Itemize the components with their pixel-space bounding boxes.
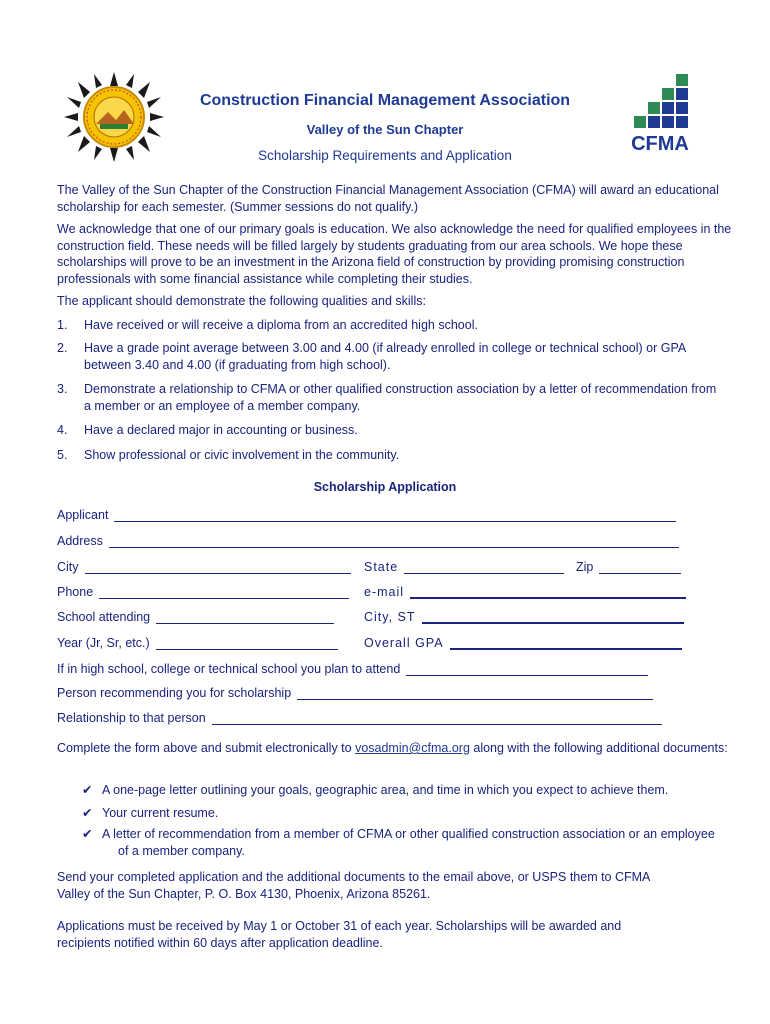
intro-paragraph-1: The Valley of the Sun Chapter of the Construction Financial Management Association (CFMA) will award an educational scholarship for each semester. (Summer sessions do not qualify.) — [57, 183, 719, 214]
applicant-line[interactable] — [114, 509, 676, 522]
recommender-label: Person recommending you for scholarship — [57, 686, 292, 700]
requirement-number: 5. — [57, 448, 68, 462]
email-line[interactable] — [410, 585, 686, 599]
phone-label: Phone — [57, 585, 94, 599]
city-st-field — [364, 610, 684, 624]
relationship-label: Relationship to that person — [57, 711, 206, 725]
email-field — [364, 585, 686, 599]
year-line[interactable] — [156, 637, 338, 650]
requirement-item — [57, 422, 717, 439]
state-line[interactable] — [404, 561, 564, 574]
requirement-text: Demonstrate a relationship to CFMA or other qualified construction association by a letter of recommendation from a member or an employee of a member company. — [84, 382, 717, 413]
application-title: Scholarship Application — [313, 480, 457, 494]
check-icon: ✔ — [82, 827, 93, 841]
requirement-text: Have a grade point average between 3.00 and 4.00 (if already enrolled in college or technical school) or GPA between 3.40 and 4.00 (if graduating from high school). — [84, 341, 686, 372]
plan-label: If in high school, college or technical school you plan to attend — [57, 662, 401, 676]
state-label: State — [364, 560, 399, 574]
recommender-field — [57, 686, 653, 700]
address-line[interactable] — [109, 535, 679, 548]
city-field — [57, 560, 351, 574]
document-item — [82, 826, 722, 859]
requirement-item — [57, 317, 717, 334]
state-field — [364, 560, 564, 574]
org-title: Construction Financial Management Association — [199, 92, 571, 109]
applicant-field — [57, 508, 676, 522]
zip-field — [576, 560, 681, 574]
relationship-line[interactable] — [212, 712, 662, 725]
email-label: e-mail — [364, 585, 405, 599]
plan-field — [57, 662, 648, 676]
cfma-logo-icon — [622, 74, 698, 154]
intro-paragraph-2: We acknowledge that one of our primary goals is education. We also acknowledge the need for qualified employees in the construction field. These needs will be filled largely by students graduating from our area schools. We hope these scholarships will prove to be an investment in the Arizona field of construction by providing promising construction professionals with some financial assistance while completing their studies. — [57, 222, 732, 286]
cfma-logo-text: CFMA — [631, 133, 689, 154]
document-item — [82, 805, 722, 822]
document-title: Scholarship Requirements and Application — [258, 148, 512, 163]
requirement-item — [57, 381, 717, 414]
check-icon: ✔ — [82, 783, 93, 797]
zip-label: Zip — [576, 560, 594, 574]
school-line[interactable] — [156, 611, 334, 624]
phone-field — [57, 585, 349, 599]
city-line[interactable] — [85, 561, 351, 574]
city-st-line[interactable] — [422, 610, 684, 624]
city-label: City — [57, 560, 79, 574]
gpa-field — [364, 636, 682, 650]
address-field — [57, 534, 679, 548]
document-text: A one-page letter outlining your goals, geographic area, and time in which you expect to achieve them. — [102, 783, 669, 797]
submit-instructions — [57, 740, 732, 757]
document-text: A letter of recommendation from a member of CFMA or other qualified construction association or an employee of a member company. — [102, 827, 715, 858]
requirement-item — [57, 340, 717, 373]
gpa-line[interactable] — [450, 636, 682, 650]
requirement-item — [57, 447, 717, 464]
relationship-field — [57, 711, 662, 725]
submit-text-post: along with the following additional documents: — [469, 741, 728, 755]
chapter-title: Valley of the Sun Chapter — [306, 122, 464, 137]
address-label: Address — [57, 534, 103, 548]
plan-line[interactable] — [406, 663, 648, 676]
deadline-instructions: Applications must be received by May 1 or October 31 of each year. Scholarships will be awarded and recipients notified within 60 days after application deadline. — [57, 919, 622, 950]
requirement-text: Have received or will receive a diploma from an accredited high school. — [84, 318, 478, 332]
school-field — [57, 610, 334, 624]
requirement-number: 1. — [57, 318, 68, 332]
year-label: Year (Jr, Sr, etc.) — [57, 636, 150, 650]
requirement-text: Show professional or civic involvement in the community. — [84, 448, 400, 462]
check-icon: ✔ — [82, 806, 93, 820]
requirement-number: 2. — [57, 341, 68, 355]
requirement-number: 4. — [57, 423, 68, 437]
applicant-label: Applicant — [57, 508, 109, 522]
gpa-label: Overall GPA — [364, 636, 444, 650]
year-field — [57, 636, 338, 650]
phone-line[interactable] — [99, 586, 349, 599]
mail-instructions: Send your completed application and the additional documents to the email above, or USPS them to CFMA Valley of the Sun Chapter, P. O. Box 4130, Phoenix, Arizona 85261. — [57, 870, 650, 901]
recommender-line[interactable] — [297, 687, 653, 700]
document-text: Your current resume. — [102, 806, 219, 820]
submit-email-link[interactable]: vosadmin@cfma.org — [355, 741, 470, 755]
requirement-number: 3. — [57, 382, 68, 396]
requirement-text: Have a declared major in accounting or business. — [84, 423, 358, 437]
zip-line[interactable] — [599, 561, 681, 574]
submit-text-pre: Complete the form above and submit electronically to — [57, 741, 356, 755]
city-st-label: City, ST — [364, 610, 416, 624]
school-label: School attending — [57, 610, 151, 624]
intro-paragraph-3: The applicant should demonstrate the following qualities and skills: — [57, 294, 426, 308]
document-item — [82, 782, 722, 799]
